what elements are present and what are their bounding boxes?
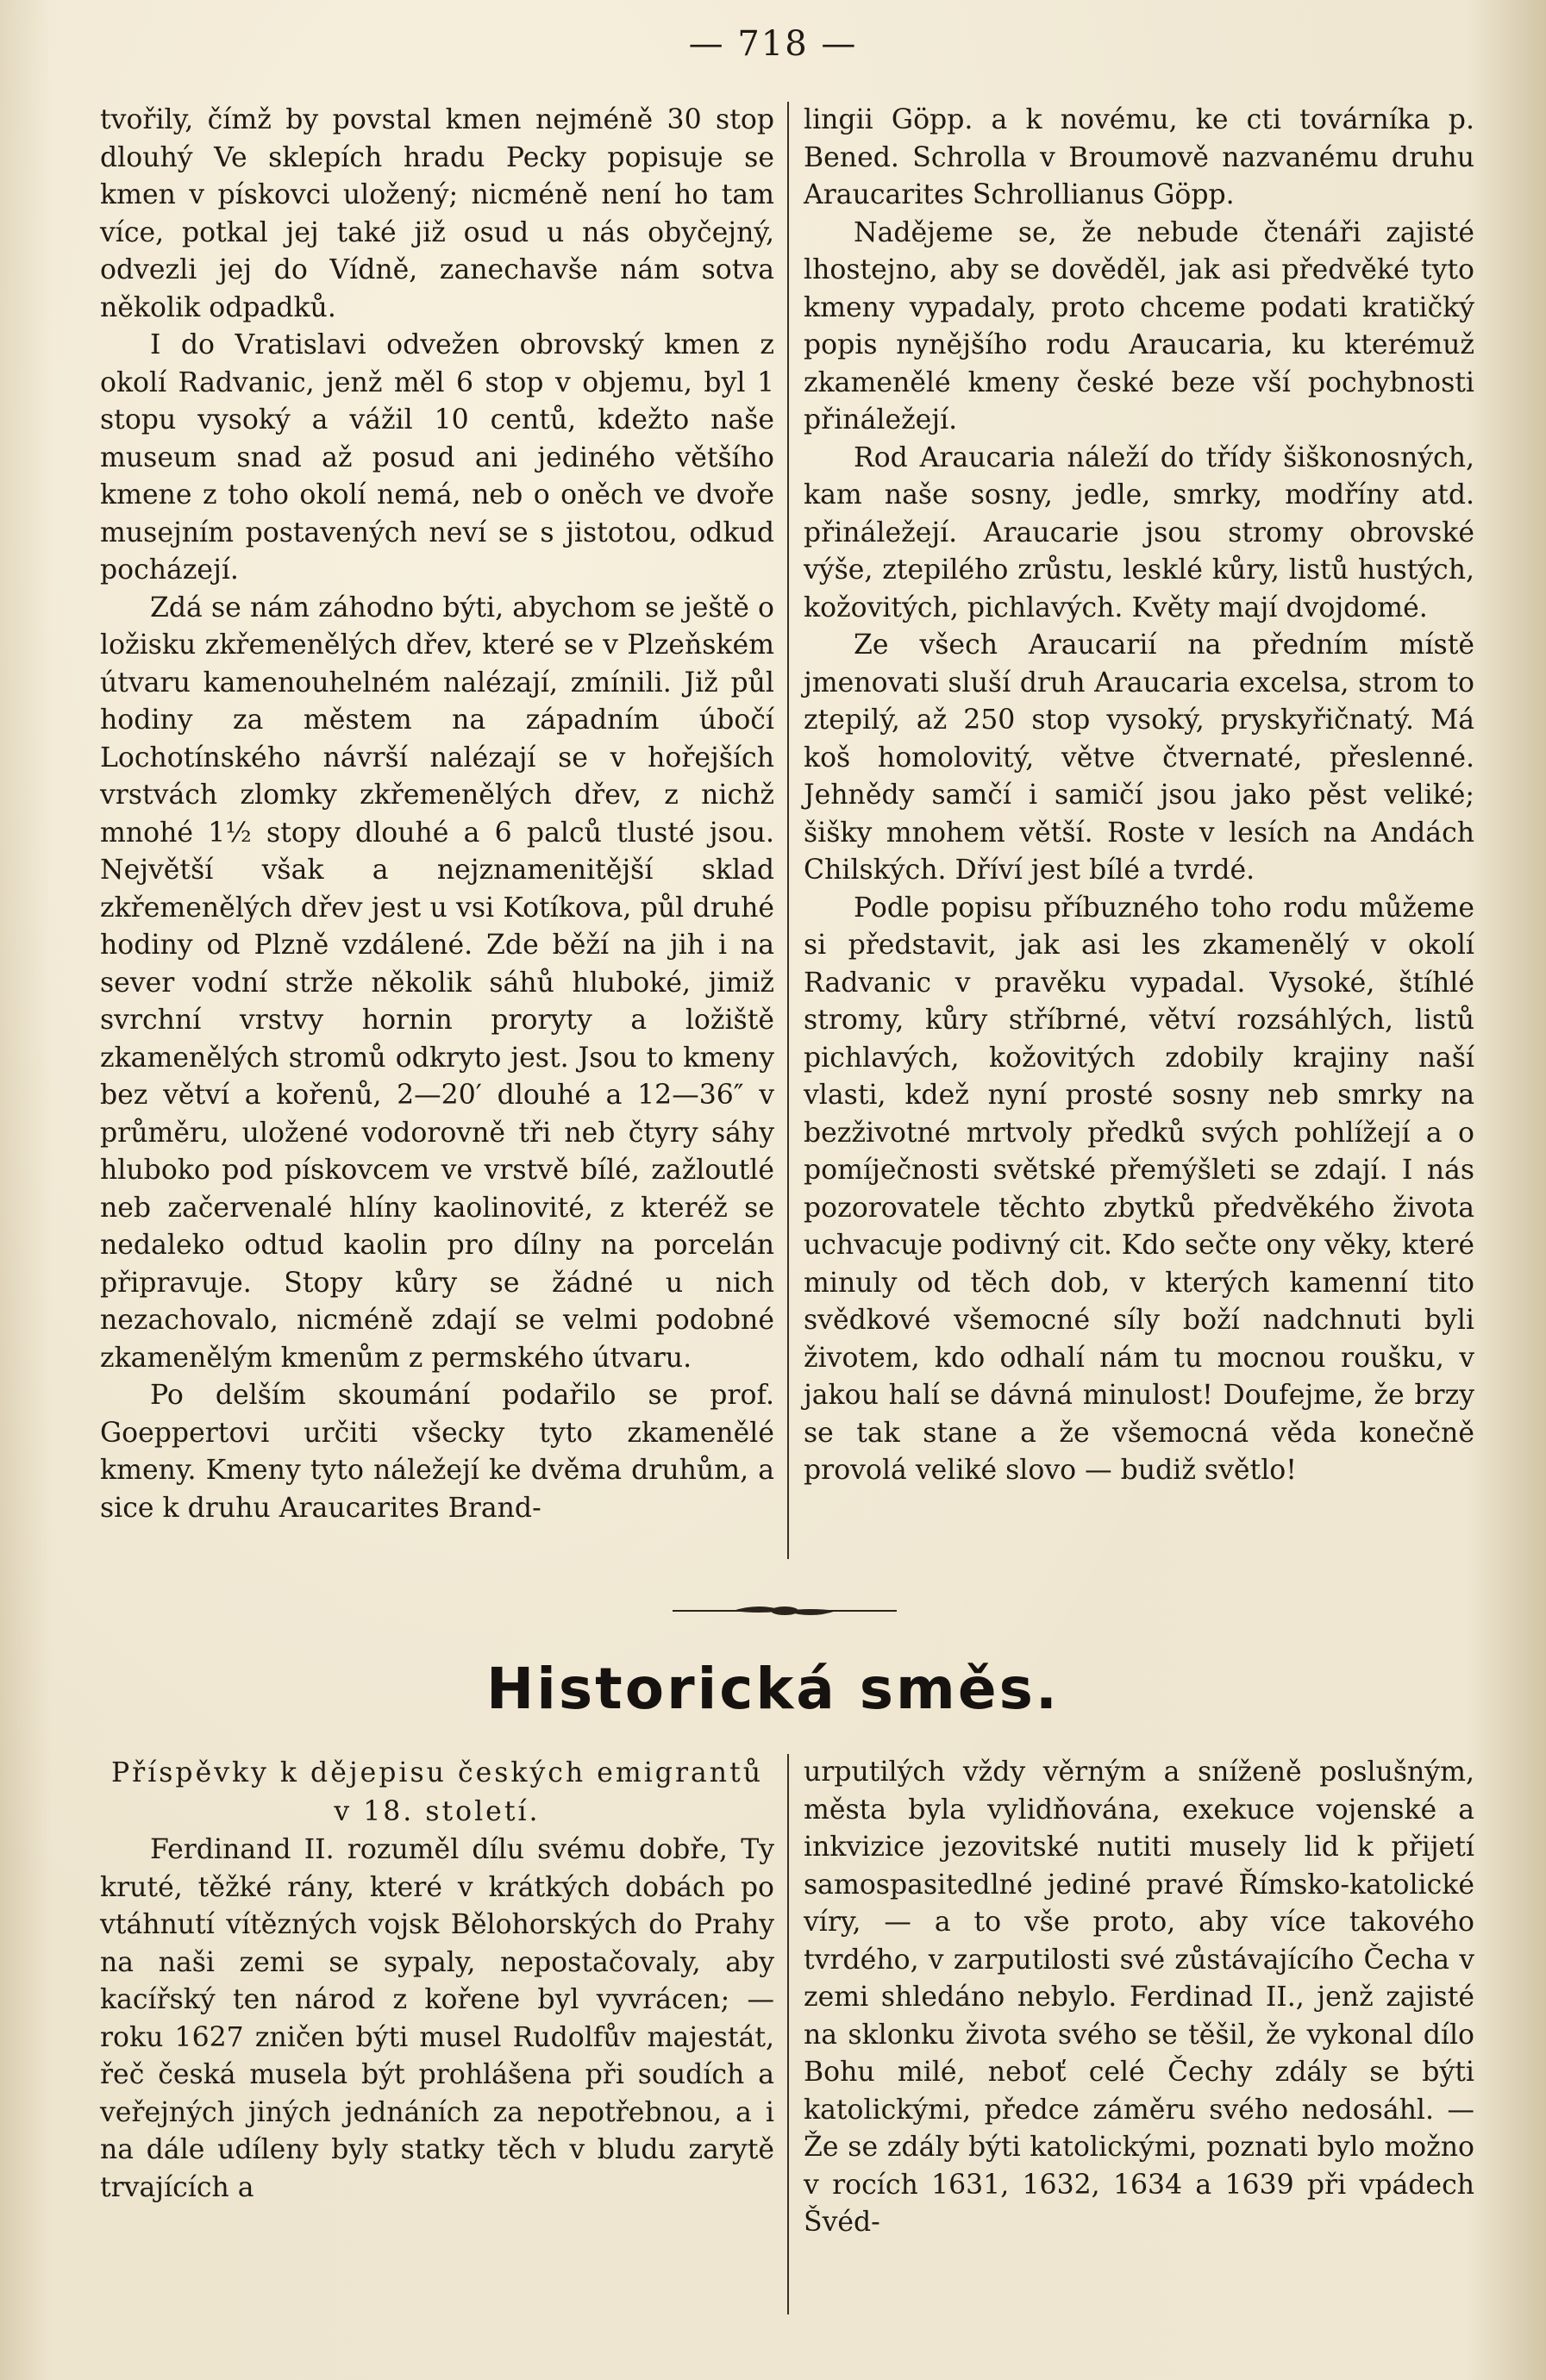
section-title: Historická směs. (486, 1656, 1060, 1722)
paragraph: Podle popisu příbuzného toho rodu můžeme si představit, jak asi les zkamenělý v okolí Radvanic v pravěku vypadal. Vysoké, štíhlé stromy, kůry stříbrné, větví rozsáhlých, listů pichlavých, kožovitých zdobily krajiny naší vlasti, kdež nyní prosté sosny neb smrky na bezživotné mrtvoly předků svých pohlížejí a o pomíječnosti světské přemýšleti se zdají. I nás pozorovatele těchto zbytků předvěkého života uchvacuje podivný cit. Kdo sečte ony věky, které minuly od těch dob, v kterých kamenní tito svědkové všemocné síly boží nadchnuti byli životem, kdo odhalí nám tu mocnou roušku, v jakou halí se dávná minulost! Doufejme, že brzy se tak stane a že všemocná věda konečně provolá veliké slovo — budiž světlo! (804, 892, 1474, 1486)
ornament-divider (673, 1599, 897, 1623)
paragraph: urputilých vždy věrným a sníženě poslušným, města byla vylidňována, exekuce vojenské a inkvizice jezovitské nutiti musely lid k přijetí samospasitedlné jediné pravé Římsko-katolické víry, — a to vše proto, aby více takového tvrdého, v zarputilosti své zůstávajícího Čecha v zemi shledáno nebylo. Ferdinad II., jenž zajisté na sklonku života svého se těšil, že vykonal dílo Bohu milé, neboť celé Čechy zdály se býti katolickými, předce záměru svého nedosáhl. — Že se zdály býti katolickými, poznati bylo možno v rocích 1631, 1632, 1634 a 1639 při vpádech Švéd- (804, 1757, 1474, 2238)
article-title: Příspěvky k dějepisu českých emigrantů v 18. století. (110, 1757, 764, 1827)
paragraph: lingii Göpp. a k novému, ke cti továrníka p. Bened. Schrolla v Broumově nazvanému druhu Araucarites Schrollianus Göpp. (804, 104, 1474, 210)
paragraph: Zdá se nám záhodno býti, abychom se ještě o ložisku zkřemenělých dřev, které se v Plzeňském útvaru kamenouhelném nalézají, zmínili. Již půl hodiny za městem na západním úbočí Lochotínského návrší nalézají se v hořejších vrstvách zlomky zkřemenělých dřev, z nichž mnohé 1½ stopy dlouhé a 6 palců tlusté jsou. Největší však a nejznamenitější sklad zkřemenělých dřev jest u vsi Kotíkova, půl druhé hodiny od Plzně vzdálené. Zde běží na jih i na sever vodní strže několik sáhů hluboké, jimiž svrchní vrstvy hornin proryty a ložiště zkamenělých stromů odkryto jest. Jsou to kmeny bez větví a kořenů, 2—20′ dlouhé a 12—36″ v průměru, uložené vodorovně tři neb čtyry sáhy hluboko pod pískovcem ve vrstvě bílé, zažloutlé neb začervenalé hlíny kaolinovité, z kteréž se nedaleko odtud kaolin pro dílny na porcelán připravuje. Stopy kůry se žádné u nich nezachovalo, nicméně zdají se velmi podobné zkamenělým kmenům z permského útvaru. (100, 592, 774, 1374)
paragraph: Ze všech Araucarií na předním místě jmenovati sluší druh Araucaria excelsa, strom to ztepilý, až 250 stop vysoký, pryskyřičnatý. Má koš homolovitý, větve čtvernaté, přeslenné. Jehnědy samčí i samičí jsou jako pěst veliké; šišky mnohem větší. Roste v lesích na Andách Chilských. Dříví jest bílé a tvrdé. (804, 629, 1474, 886)
paragraph: Ferdinand II. rozuměl dílu svému dobře, Ty kruté, těžké rány, které v krátkých dobách po vtáhnutí vítězných vojsk Bělohorských do Prahy na naši zemi se sypaly, nepostačovaly, aby kacířský ten národ z kořene byl vyvrácen; — roku 1627 zničen býti musel Rudolfův majestát, řeč česká musela být prohlášena při soudích a veřejných jiných jednáních za nepotřebnou, a i na dále udíleny byly statky těch v bludu zarytě trvajících a (100, 1834, 774, 2203)
column-bottom-right (804, 1754, 1474, 2242)
page-number: — 718 — (688, 24, 858, 64)
column-top-right (804, 102, 1474, 1490)
column-top-left (100, 102, 774, 1527)
paragraph: tvořily, čímž by povstal kmen nejméně 30 stop dlouhý Ve sklepích hradu Pecky popisuje se kmen v pískovci uložený; nicméně není ho tam více, potkal jej také již osud u nás obyčejný, odvezli jej do Vídně, zanechavše nám sotva několik odpadků. (100, 104, 774, 323)
paragraph: Nadějeme se, že nebude čtenáři zajisté lhostejno, aby se dověděl, jak asi předvěké tyto kmeny vypadaly, proto chceme podati kratičký popis nynějšího rodu Araucaria, ku kterémuž zkamenělé kmeny české beze vší pochybnosti přináležejí. (804, 216, 1474, 435)
paragraph: Rod Araucaria náleží do třídy šiškonosných, kam naše sosny, jedle, smrky, modříny atd. přináležejí. Araucarie jsou stromy obrovské výše, ztepilého zrůstu, lesklé kůry, listů hustých, kožovitých, pichlavých. Květy mají dvojdomé. (804, 442, 1474, 623)
paragraph: Po delším skoumání podařilo se prof. Goeppertovi určiti všecky tyto zkamenělé kmeny. Kmeny tyto náležejí ke dvěma druhům, a sice k druhu Araucarites Brand- (100, 1380, 774, 1524)
paragraph: I do Vratislavi odvežen obrovský kmen z okolí Radvanic, jenž měl 6 stop v objemu, byl 1 stopu vysoký a vážil 10 centů, kdežto naše museum snad až posud ani jediného většího kmene z toho okolí nemá, neb o oněch ve dvoře musejním postavených neví se s jistotou, odkud pocházejí. (100, 329, 774, 586)
column-bottom-left (100, 1754, 774, 2207)
column-divider (787, 1754, 789, 2314)
column-divider (787, 102, 789, 1559)
